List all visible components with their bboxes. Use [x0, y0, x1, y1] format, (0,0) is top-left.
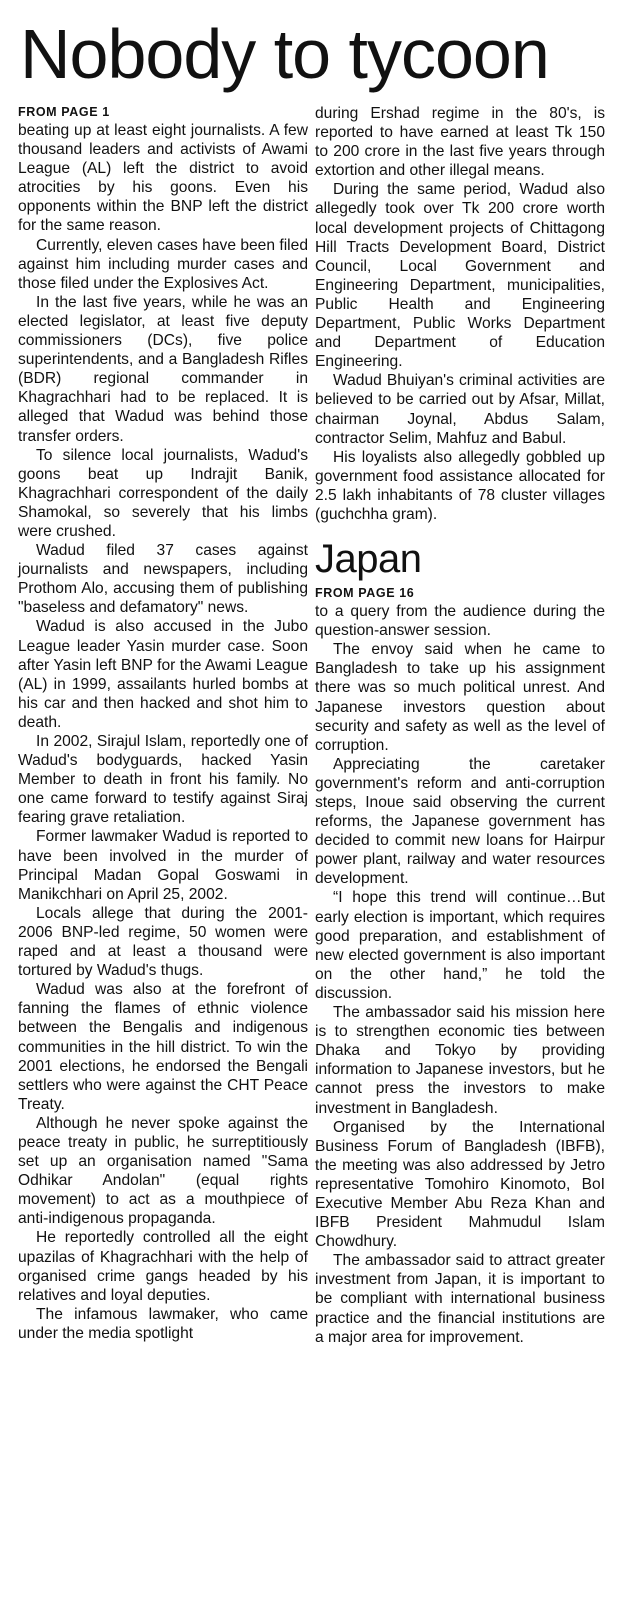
- story2-paragraph: The ambassador said to attract greater investment from Japan, it is important to be compliant with international business practice and the financial institutions are a major area for improvement.: [315, 1252, 605, 1346]
- left-column: [18, 104, 308, 1343]
- story1-paragraph: To silence local journalists, Wadud's goons beat up Indrajit Banik, Khagrachhari correspondent of the daily Shamokal, so severely that his limbs were crushed.: [18, 446, 308, 540]
- story1-paragraph: In 2002, Sirajul Islam, reportedly one of Wadud's bodyguards, hacked Yasin Member to death in front his family. No one came forward to testify against Siraj fearing grave retaliation.: [18, 733, 308, 827]
- story1-paragraph: The infamous lawmaker, who came under the media spotlight: [18, 1305, 308, 1342]
- story1-paragraph: Former lawmaker Wadud is reported to have been involved in the murder of Principal Madan Gopal Goswami in Manikchhari on April 25, 2002.: [18, 828, 308, 903]
- story1-paragraph: Wadud Bhuiyan's criminal activities are believed to be carried out by Afsar, Millat, chairman Joynal, Abdus Salam, contractor Selim, Mahfuz and Babul.: [315, 372, 605, 447]
- story2-paragraph: Appreciating the caretaker government's reform and anti-corruption steps, Inoue said observing the current reforms, the Japanese government has decided to commit new loans for Hairpur power plant, railway and water resources development.: [315, 755, 605, 888]
- story1-paragraph: Wadud is also accused in the Jubo League leader Yasin murder case. Soon after Yasin left BNP for the Awami League (AL) in 1999, assailants hurled bombs at his car and then hacked and shot him to death.: [18, 618, 308, 731]
- story2-paragraph: “I hope this trend will continue…But early election is important, which requires good preparation, and establishment of new elected government is also important on the other hand,” he told the discussion.: [315, 889, 605, 1002]
- story1-paragraph: In the last five years, while he was an elected legislator, at least five deputy commissioners (DCs), five police superintendents, and a Bangladesh Rifles (BDR) regional commander in Khagrachhari had to be replaced. It is alleged that Wadud was behind those transfer orders.: [18, 293, 308, 445]
- story1-paragraph: Currently, eleven cases have been filed against him including murder cases and those filed under the Explosives Act.: [18, 236, 308, 292]
- story2-headline: Japan: [315, 537, 422, 582]
- story1-paragraph: Locals allege that during the 2001-2006 BNP-led regime, 50 women were raped and at least a thousand were tortured by Wadud's thugs.: [18, 904, 308, 980]
- story2-paragraph: Organised by the International Business Forum of Bangladesh (IBFB), the meeting was also addressed by Jetro representative Tomohiro Kinomoto, BoI Executive Member Abu Reza Khan and IBFB President Mahmudul Islam Chowdhury.: [315, 1118, 605, 1251]
- story1-paragraph: During the same period, Wadud also allegedly took over Tk 200 crore worth local development projects of Chittagong Hill Tracts Development Board, District Council, Local Government and Engineering Department, municipalities, Public Health and Engineering Department, Public Works Department and Department of Education Engineering.: [315, 181, 605, 371]
- right-column: [315, 104, 605, 1347]
- story2-kicker: FROM PAGE 16: [315, 586, 415, 601]
- page-headline: Nobody to tycoon: [20, 15, 549, 93]
- story2-paragraph: The ambassador said his mission here is to strengthen economic ties between Dhaka and Tokyo by providing information to Japanese investors, but he cannot press the investors to make investment in Bangladesh.: [315, 1004, 605, 1117]
- story1-paragraph: beating up at least eight journalists. A few thousand leaders and activists of Awami League (AL) left the district to avoid atrocities by his goons. Even his opponents within the BNP left the district for the same reason.: [18, 122, 308, 235]
- story1-paragraph: Wadud was also at the forefront of fanning the flames of ethnic violence between the Bengalis and indigenous communities in the hill district. To win the 2001 elections, he endorsed the Bengali settlers who were against the CHT Peace Treaty.: [18, 981, 308, 1113]
- story2-paragraph: The envoy said when he came to Bangladesh to take up his assignment there was so much political unrest. And Japanese investors question about security and safety as well as the level of corruption.: [315, 641, 605, 754]
- story1-paragraph: His loyalists also allegedly gobbled up government food assistance allocated for 2.5 lakh inhabitants of 78 cluster villages (guchchha gram).: [315, 448, 605, 523]
- story1-kicker: FROM PAGE 1: [18, 105, 110, 119]
- story1-paragraph: Although he never spoke against the peace treaty in public, he surreptitiously set up an organisation named "Sama Odhikar Andolan" (equal rights movement) to act as a mouthpiece of anti-indigenous propaganda.: [18, 1114, 308, 1228]
- story1-paragraph: He reportedly controlled all the eight upazilas of Khagrachhari with the help of organised crime gangs headed by his relatives and loyal deputies.: [18, 1229, 308, 1304]
- story1-paragraph: during Ershad regime in the 80's, is reported to have earned at least Tk 150 to 200 crore in the last five years through extortion and other illegal means.: [315, 105, 605, 180]
- story1-paragraph: Wadud filed 37 cases against journalists and newspapers, including Prothom Alo, accusing them of publishing "baseless and defamatory" news.: [18, 542, 308, 617]
- story2-paragraph: to a query from the audience during the question-answer session.: [315, 603, 605, 640]
